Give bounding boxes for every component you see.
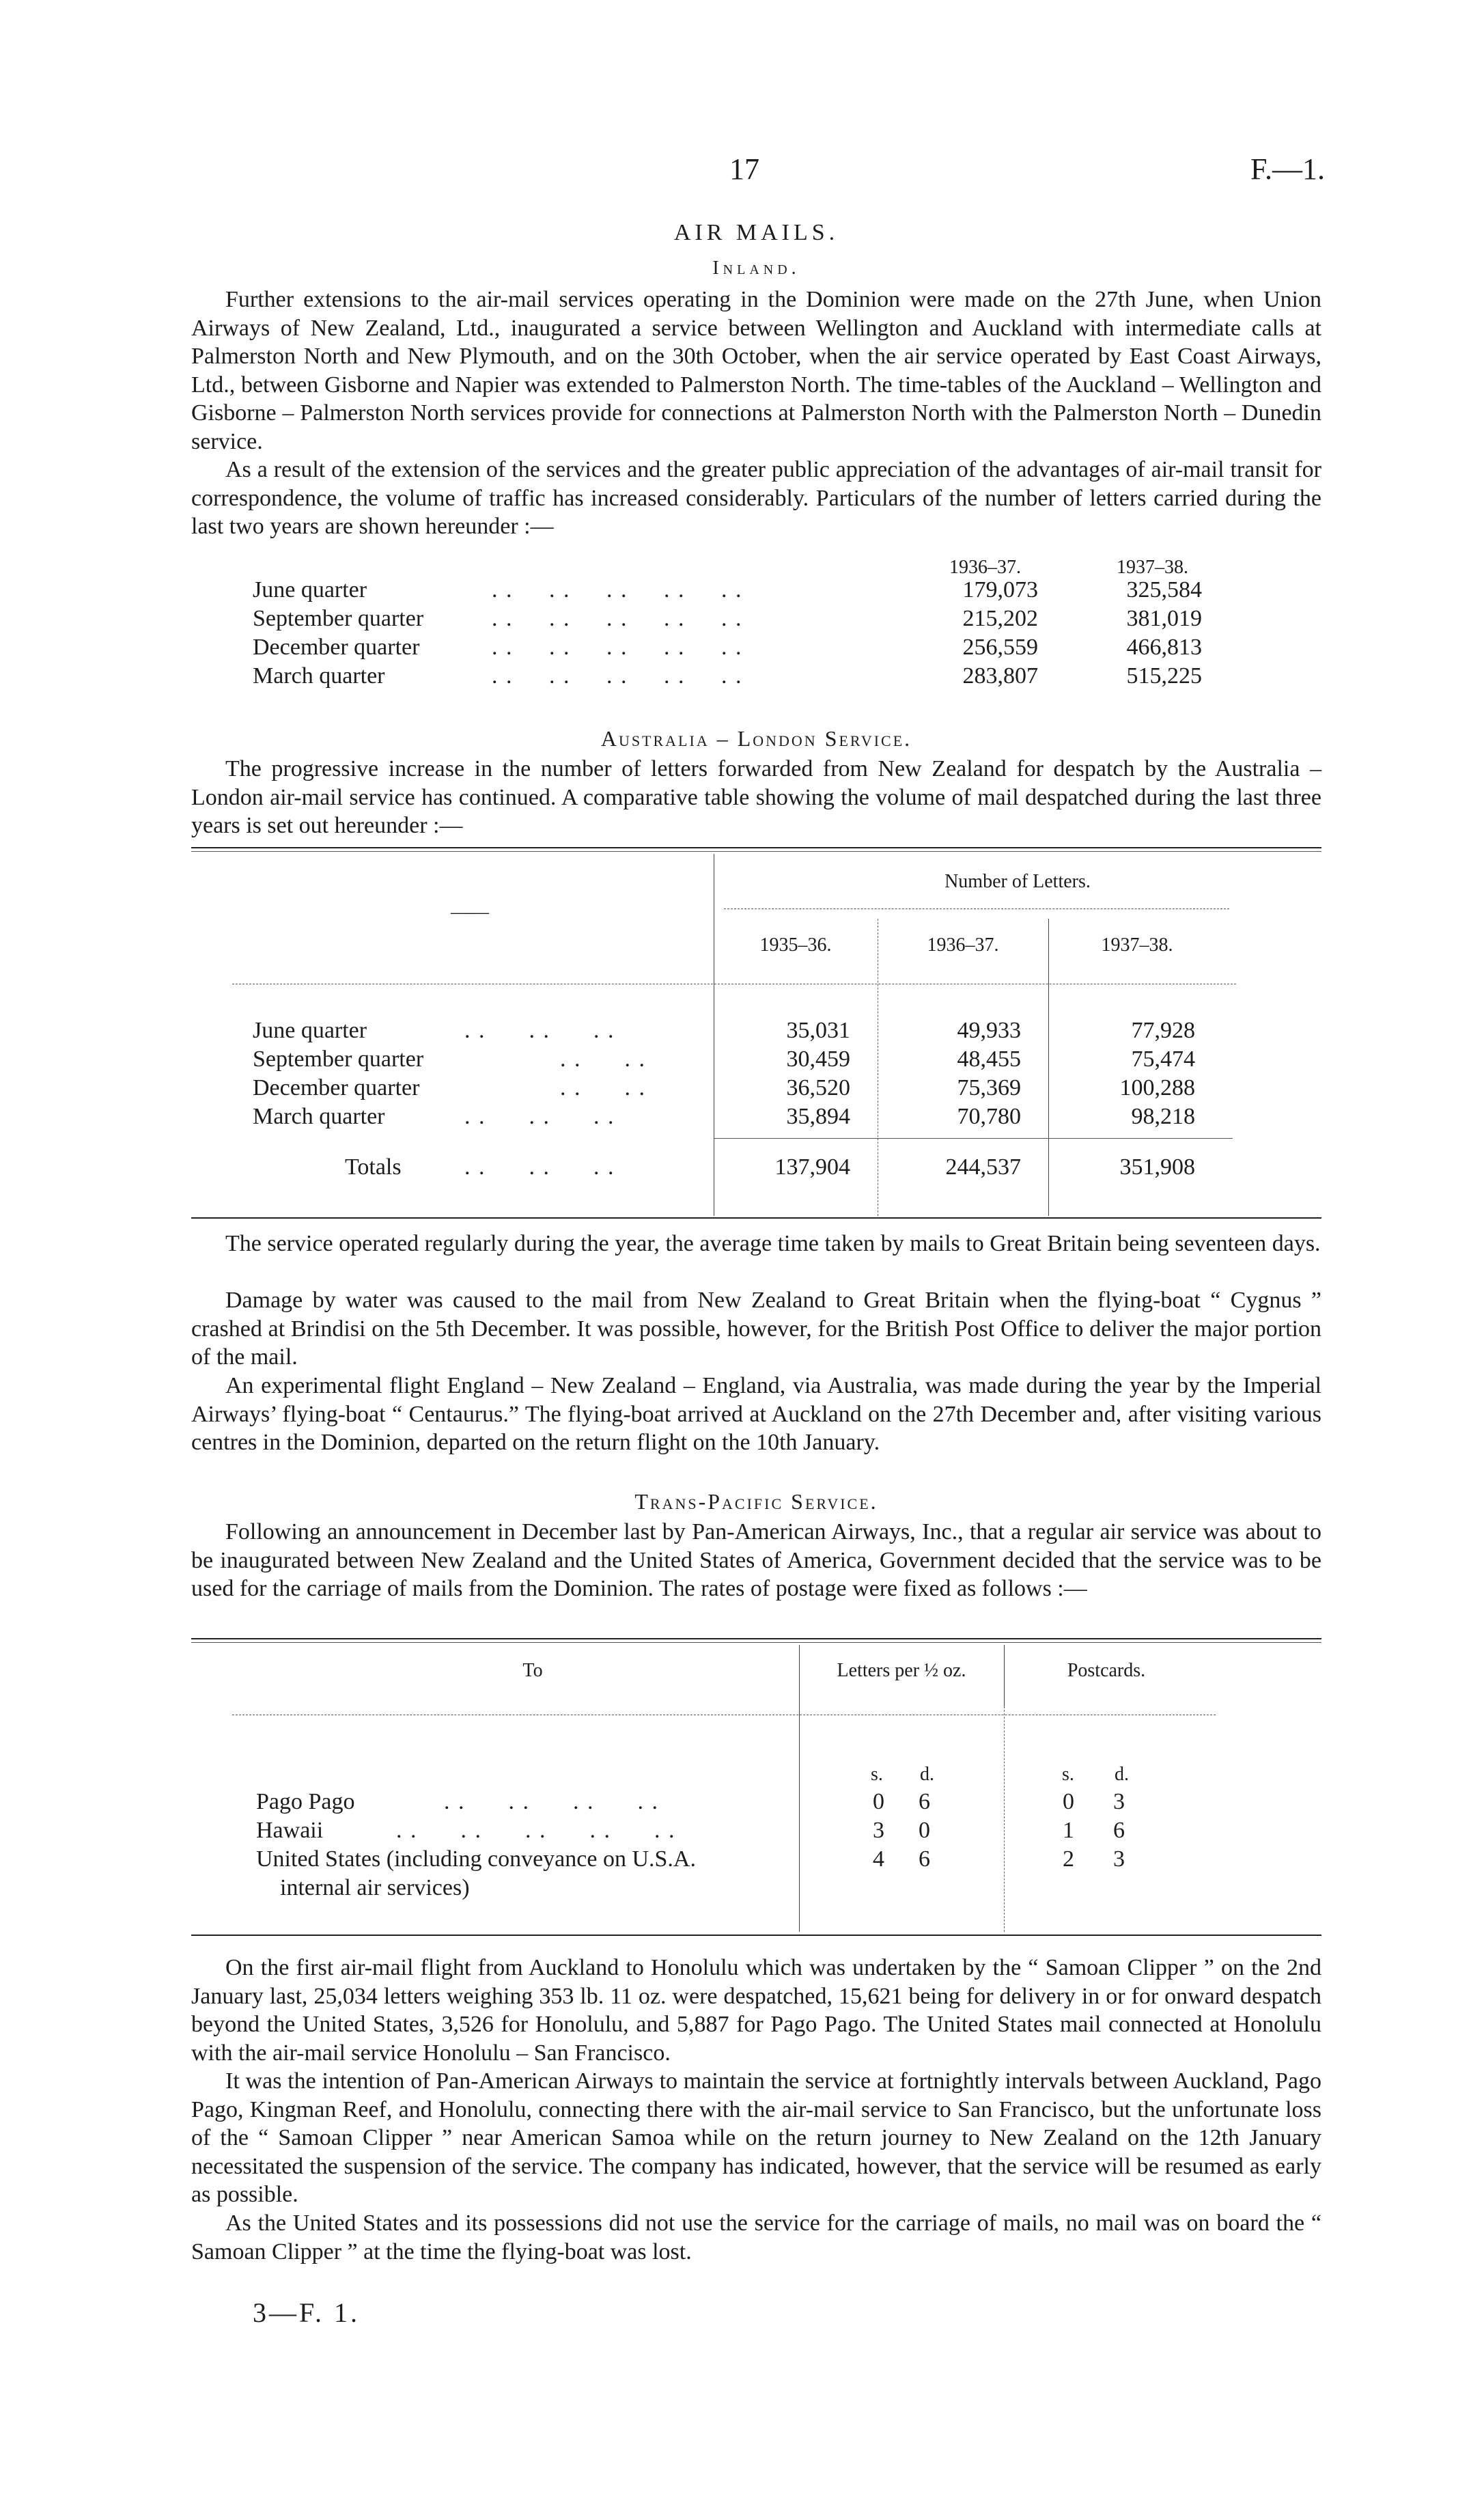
cell-value: 98,218: [1131, 1104, 1195, 1129]
row-label: June quarter: [253, 1018, 367, 1043]
row-dots: . . . . . .: [464, 1104, 615, 1129]
totals-label: Totals: [345, 1154, 402, 1180]
table-top-rule-2: [191, 1642, 1321, 1643]
col-header: 1937–38.: [1101, 934, 1173, 956]
row-label: September quarter: [253, 1046, 424, 1072]
letters-s: 0: [873, 1789, 884, 1814]
table-bottom-rule: [191, 1217, 1321, 1219]
totals-value: 137,904: [774, 1154, 850, 1180]
row-dots: . . . . . .: [464, 1154, 615, 1180]
cell-value: 256,559: [962, 635, 1038, 660]
row-dots: . . . . . . . . . .: [492, 606, 743, 631]
inland-col-header: 1936–37.: [949, 557, 1021, 578]
cell-value: 179,073: [962, 577, 1038, 602]
cell-value: 381,019: [1126, 606, 1202, 631]
cell-value: 466,813: [1126, 635, 1202, 660]
row-dots: . . . . . . . . . .: [492, 635, 743, 660]
australia-london-heading: Australia – London Service.: [600, 726, 912, 751]
footer-signature: 3—F. 1.: [253, 2297, 361, 2328]
table-top-rule: [191, 1638, 1321, 1639]
trans-pacific-paragraph-1: Following an announcement in December last by Pan-American Airways, Inc., that a regular air service was about to be inaugurated between New Zealand and the United States of America, Government decided that the service was to be used for the carriage of mails from the Dominion. The rates of postage were fixed as follows :—: [191, 1519, 1321, 1601]
stub-header: ——: [451, 902, 489, 923]
australia-paragraph-3: Damage by water was caused to the mail from New Zealand to Great Britain when the flying-boat “ Cygnus ” crashed at Brindisi on the 5th December. It was possible, however, for the British Post Office to deliver the major portion of the mail.: [191, 1288, 1321, 1370]
row-label: March quarter: [253, 663, 385, 689]
trans-pacific-paragraph-4: As the United States and its possessions did not use the service for the carriage of mails, no mail was on board the “ Samoan Clipper ” at the time the flying-boat was lost.: [191, 2210, 1321, 2264]
cell-value: 35,031: [786, 1018, 850, 1043]
postcards-d: 3: [1113, 1789, 1125, 1814]
cell-value: 75,369: [957, 1075, 1021, 1100]
row-label: United States (including conveyance on U.S.A.: [256, 1846, 696, 1872]
unit-d: d.: [1115, 1764, 1129, 1785]
col-header: 1936–37.: [927, 934, 999, 956]
cell-value: 100,288: [1119, 1075, 1195, 1100]
col-divider: [1004, 1645, 1005, 1706]
totals-value: 244,537: [945, 1154, 1021, 1180]
cell-value: 35,894: [786, 1104, 850, 1129]
cell-value: 215,202: [962, 606, 1038, 631]
row-label: June quarter: [253, 577, 367, 602]
row-label-continued: internal air services): [280, 1875, 470, 1900]
col-divider: [799, 1645, 800, 1932]
row-dots: . . . .: [560, 1046, 646, 1072]
postcards-d: 3: [1113, 1846, 1125, 1872]
cell-value: 70,780: [957, 1104, 1021, 1129]
postcards-s: 1: [1063, 1818, 1074, 1843]
row-label: March quarter: [253, 1104, 385, 1129]
row-label: December quarter: [253, 635, 420, 660]
row-dots: . . . . . . . . . .: [396, 1818, 676, 1843]
unit-s: s.: [1062, 1764, 1074, 1785]
trans-pacific-heading: Trans-Pacific Service.: [634, 1489, 878, 1514]
inland-paragraph-2: As a result of the extension of the services and the greater public appreciation of the advantages of air-mail transit for correspondence, the volume of traffic has increased considerably. Particulars of the number of letters carried during the last two years are shown hereunder :—: [191, 457, 1321, 539]
row-label: Hawaii: [256, 1818, 324, 1843]
row-dots: . . . . . . . . . .: [492, 663, 743, 689]
postcards-d: 6: [1113, 1818, 1125, 1843]
row-label: December quarter: [253, 1075, 420, 1100]
cell-value: 515,225: [1126, 663, 1202, 689]
totals-value: 351,908: [1119, 1154, 1195, 1180]
table-top-rule: [191, 847, 1321, 848]
totals-rule: [714, 1138, 1233, 1139]
australia-paragraph-4: An experimental flight England – New Zealand – England, via Australia, was made during the year by the Imperial Airways’ flying-boat “ Centaurus.” The flying-boat arrived at Auckland on the 27th December and, after visiting various centres in the Dominion, departed on the return flight on the 10th January.: [191, 1373, 1321, 1455]
cell-value: 30,459: [786, 1046, 850, 1072]
row-dots: . . . . . . . . . .: [492, 577, 743, 602]
cell-value: 75,474: [1131, 1046, 1195, 1072]
postcards-s: 2: [1063, 1846, 1074, 1872]
letters-d: 6: [919, 1789, 930, 1814]
cell-value: 49,933: [957, 1018, 1021, 1043]
australia-paragraph-1: The progressive increase in the number of letters forwarded from New Zealand for despatch by the Australia – London air-mail service has continued. A comparative table showing the volume of mail despatched during the last three years is set out hereunder :—: [191, 756, 1321, 838]
table-top-rule-2: [191, 851, 1321, 852]
cell-value: 325,584: [1126, 577, 1202, 602]
col-header: 1935–36.: [759, 934, 832, 956]
inland-col-header: 1937–38.: [1117, 557, 1188, 578]
inland-heading: Inland.: [712, 258, 800, 279]
postcards-s: 0: [1063, 1789, 1074, 1814]
cell-value: 36,520: [786, 1075, 850, 1100]
row-dots: . . . . . .: [464, 1018, 615, 1043]
trans-pacific-paragraph-2: On the first air-mail flight from Auckland to Honolulu which was undertaken by the “ Samoan Clipper ” on the 2nd January last, 25,034 letters weighing 353 lb. 11 oz. were despatched, 15,621 being for delivery in or for onward despatch beyond the United States, 3,526 for Honolulu, and 5,887 for Pago Pago. The United States mail connected at Honolulu with the air-mail service Honolulu – San Francisco.: [191, 1955, 1321, 2066]
row-dots: . . . . . . . .: [444, 1789, 659, 1814]
letters-d: 0: [919, 1818, 930, 1843]
row-label: September quarter: [253, 606, 424, 631]
inland-paragraph-1: Further extensions to the air-mail services operating in the Dominion were made on the 27th June, when Union Airways of New Zealand, Ltd., inaugurated a service between Wellington and Auckland with intermediate calls at Palmerston North and New Plymouth, and on the 30th October, when the air service operated by East Coast Airways, Ltd., between Gisborne and Napier was extended to Palmerston North. The time-tables of the Auckland – Wellington and Gisborne – Palmerston North services provide for connections at Palmerston North with the Palmerston North – Dunedin service.: [191, 287, 1321, 454]
cell-value: 48,455: [957, 1046, 1021, 1072]
unit-s: s.: [871, 1764, 883, 1785]
letters-s: 4: [873, 1846, 884, 1872]
trans-pacific-paragraph-3: It was the intention of Pan-American Airways to maintain the service at fortnightly intervals between Auckland, Pago Pago, Kingman Reef, and Honolulu, connecting there with the air-mail service to San Francisco, but the unfortunate loss of the “ Samoan Clipper ” near American Samoa while on the return journey to New Zealand on the 12th January necessitated the suspension of the service. The company has indicated, however, that the service will be resumed as early as possible.: [191, 2068, 1321, 2207]
document-code: F.—1.: [1250, 152, 1325, 186]
row-label: Pago Pago: [256, 1789, 355, 1814]
section-title: AIR MAILS.: [673, 220, 839, 245]
cell-value: 283,807: [962, 663, 1038, 689]
group-header: Number of Letters.: [944, 871, 1091, 892]
letters-s: 3: [873, 1818, 884, 1843]
col-divider: [1004, 1706, 1005, 1932]
cell-value: 77,928: [1131, 1018, 1195, 1043]
unit-d: d.: [920, 1764, 934, 1785]
col-to-header: To: [522, 1660, 543, 1681]
col-postcards-header: Postcards.: [1067, 1660, 1146, 1681]
col-letters-header: Letters per ½ oz.: [837, 1660, 966, 1681]
table-bottom-rule: [191, 1935, 1321, 1936]
australia-paragraph-2: The service operated regularly during the year, the average time taken by mails to Great Britain being seventeen days.: [225, 1231, 1321, 1256]
page-number: 17: [729, 152, 759, 186]
row-dots: . . . .: [560, 1075, 646, 1100]
letters-d: 6: [919, 1846, 930, 1872]
